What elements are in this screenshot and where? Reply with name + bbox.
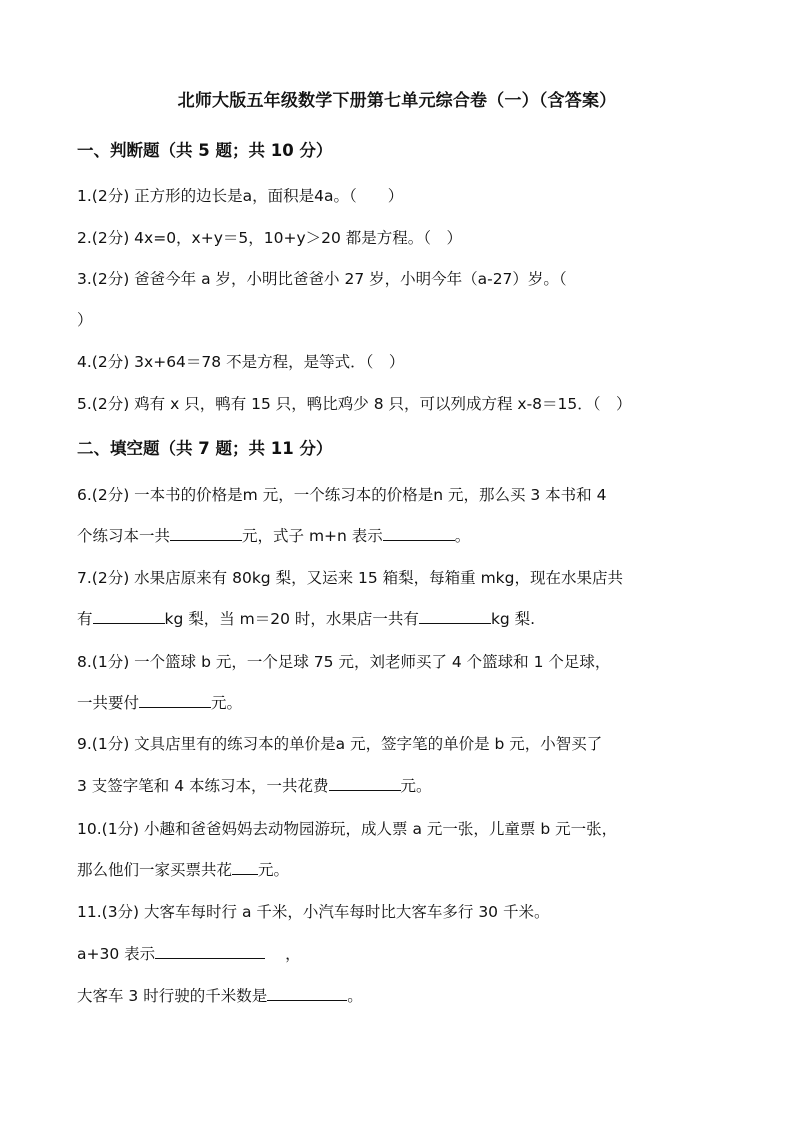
question-8-line-2 (77, 692, 717, 714)
question-6-line-1: 6.(2分) 一本书的价格是m 元，一个练习本的价格是n 元，那么买 3 本书和 4 (77, 486, 607, 504)
question-10-line-2 (77, 859, 717, 881)
question-6-text-c: 。 (454, 527, 471, 545)
question-7-text-b: kg 梨，当 m＝20 时，水果店一共有 (164, 610, 419, 628)
answer-blank[interactable] (267, 985, 347, 1001)
question-4: 4.(2分) 3x+64＝78 不是方程，是等式．（ ） (77, 353, 405, 371)
page-title: 北师大版五年级数学下册第七单元综合卷（一）（含答案） (177, 91, 617, 111)
question-3-continuation: ） (77, 311, 93, 329)
question-11-text-d: 。 (347, 987, 363, 1005)
question-7-text-c: kg 梨. (490, 610, 536, 628)
question-10-text-a: 那么他们一家买票共花 (77, 861, 233, 879)
answer-blank[interactable] (383, 525, 455, 541)
question-11-line-2 (77, 943, 717, 965)
question-11-text-a: a+30 表示 (77, 945, 156, 963)
question-2: 2.(2分) 4x=0，x+y＝5，10+y＞20 都是方程。（ ） (77, 229, 463, 247)
question-5: 5.(2分) 鸡有 x 只，鸭有 15 只，鸭比鸡少 8 只，可以列成方程 x-8＝15．（ ） (77, 395, 632, 413)
question-6-text-a: 个练习本一共 (77, 527, 171, 545)
answer-blank[interactable] (139, 692, 211, 708)
question-10-text-b: 元。 (258, 861, 290, 879)
question-1: 1.(2分) 正方形的边长是a，面积是4a。（ ） (77, 187, 404, 205)
question-6-line-2 (77, 525, 717, 547)
answer-blank[interactable] (419, 608, 491, 624)
question-9-line-1: 9.(1分) 文具店里有的练习本的单价是a 元，签字笔的单价是 b 元，小智买了 (77, 735, 603, 753)
question-3: 3.(2分) 爸爸今年 a 岁，小明比爸爸小 27 岁，小明今年（a-27）岁。（ (77, 270, 567, 288)
question-11-text-b: ， (285, 945, 301, 963)
question-11-line-3 (77, 985, 717, 1007)
question-6-text-b: 元，式子 m+n 表示 (242, 527, 383, 545)
question-9-text-b: 元。 (400, 777, 432, 795)
question-9-line-2 (77, 775, 717, 797)
section-heading-judgement: 一、判断题（共 5 题；共 10 分） (77, 141, 333, 160)
answer-blank[interactable] (155, 943, 265, 959)
question-11-text-c: 大客车 3 时行驶的千米数是 (77, 987, 268, 1005)
answer-blank[interactable] (329, 775, 401, 791)
question-7-line-1: 7.(2分) 水果店原来有 80kg 梨，又运来 15 箱梨，每箱重 mkg，现在水果店共 (77, 569, 623, 587)
question-7-line-2 (77, 608, 717, 630)
question-8-line-1: 8.(1分) 一个篮球 b 元，一个足球 75 元，刘老师买了 4 个篮球和 1 个足球， (77, 653, 611, 671)
question-7-text-a: 有 (77, 610, 93, 628)
answer-blank[interactable] (232, 859, 258, 875)
answer-blank[interactable] (93, 608, 165, 624)
question-9-text-a: 3 支签字笔和 4 本练习本，一共花费 (77, 777, 329, 795)
question-8-text-b: 元。 (211, 694, 243, 712)
section-heading-fill-in: 二、填空题（共 7 题；共 11 分） (77, 439, 333, 458)
question-8-text-a: 一共要付 (77, 694, 140, 712)
answer-blank[interactable] (170, 525, 242, 541)
question-11-line-1: 11.(3分) 大客车每时行 a 千米，小汽车每时比大客车多行 30 千米。 (77, 903, 550, 921)
question-10-line-1: 10.(1分) 小趣和爸爸妈妈去动物园游玩，成人票 a 元一张，儿童票 b 元一张， (77, 820, 618, 838)
